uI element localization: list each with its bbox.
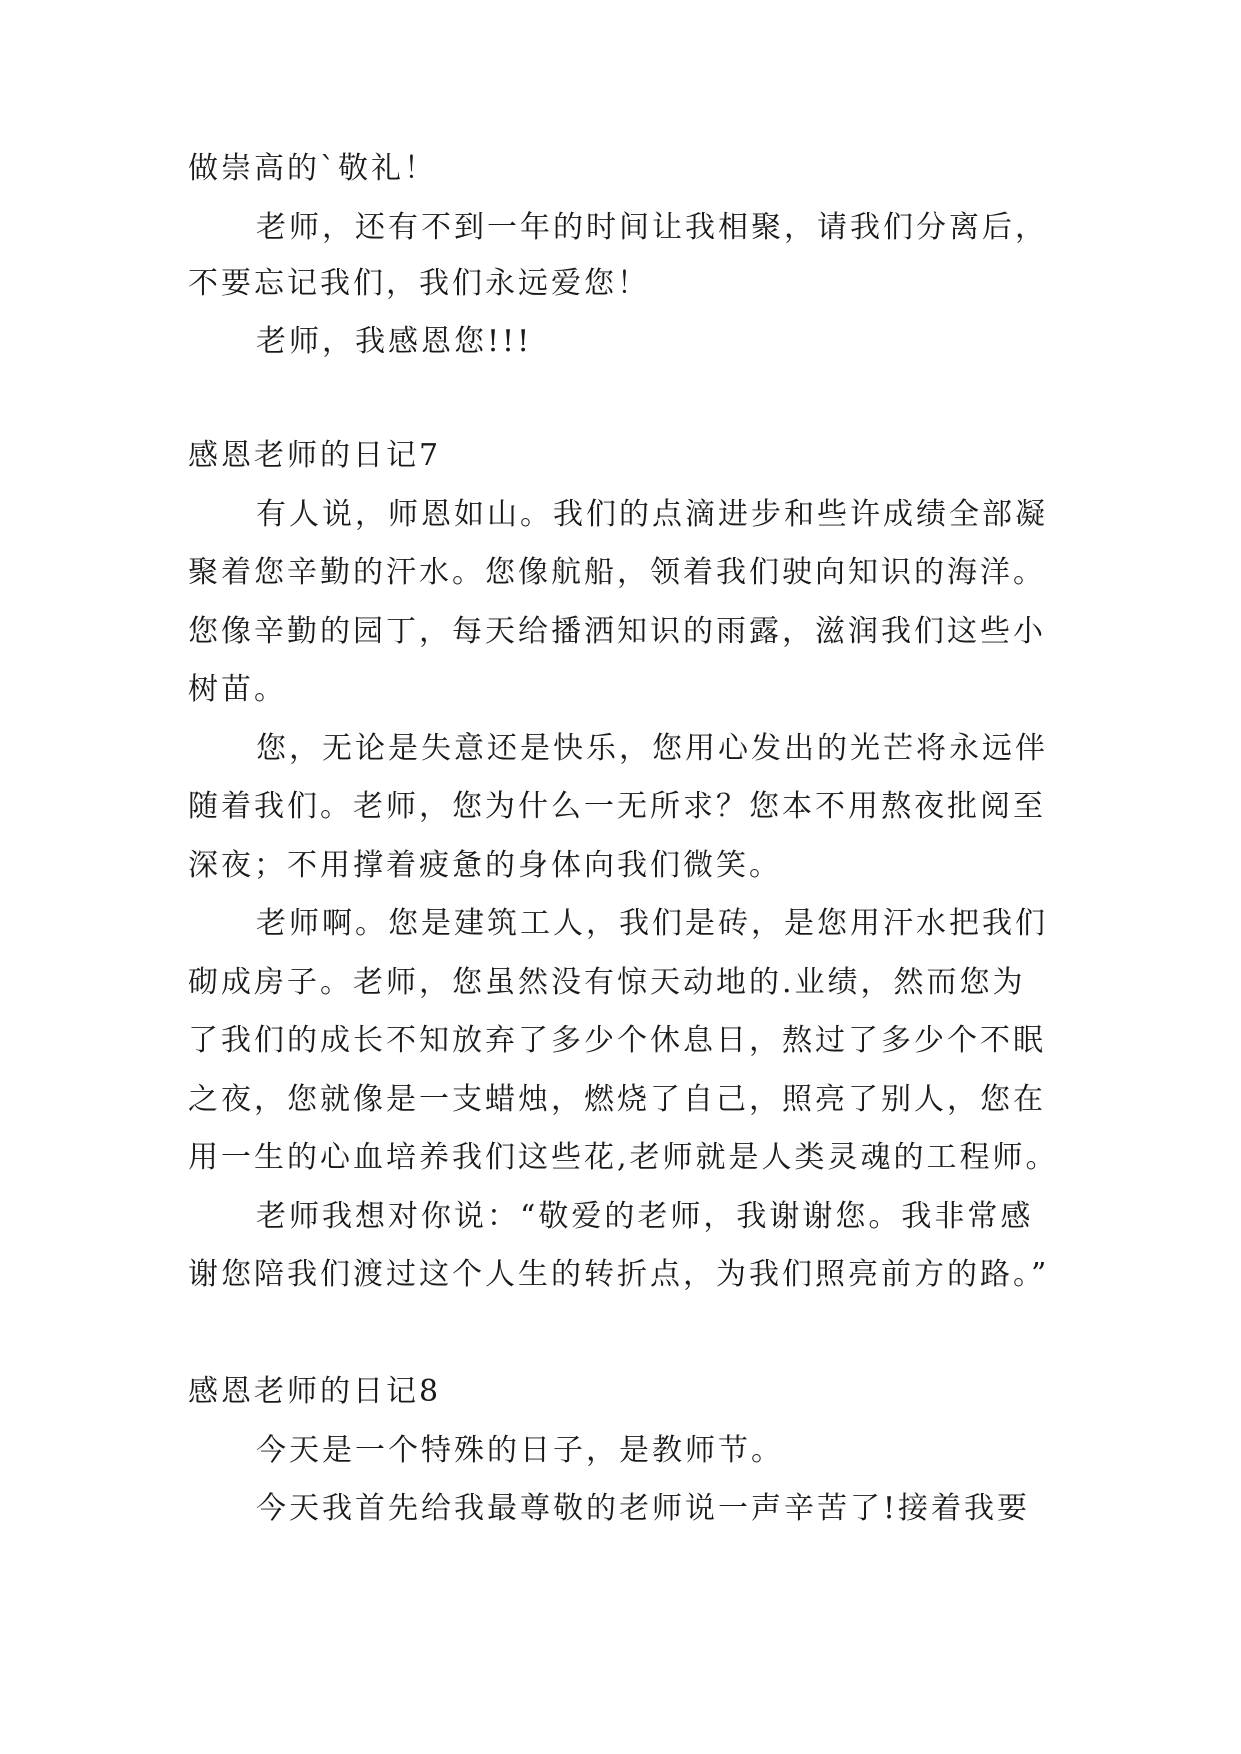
paragraph-line: 今天我首先给我最尊敬的老师说一声辛苦了!接着我要 xyxy=(256,1491,1031,1526)
paragraph-line: 随着我们。老师，您为什么一无所求？您本不用熬夜批阅至 xyxy=(188,789,1046,824)
paragraph-line: 今天是一个特殊的日子，是教师节。 xyxy=(256,1433,784,1468)
paragraph-line: 用一生的心血培养我们这些花,老师就是人类灵魂的工程师。 xyxy=(188,1140,1059,1175)
paragraph-line: 您，无论是失意还是快乐，您用心发出的光芒将永远伴 xyxy=(256,731,1048,766)
paragraph-line: 老师我想对你说：“敬爱的老师，我谢谢您。我非常感 xyxy=(256,1199,1034,1234)
paragraph-line: 了我们的成长不知放弃了多少个休息日，熬过了多少个不眠 xyxy=(188,1023,1046,1058)
paragraph-line: 做崇高的`敬礼！ xyxy=(188,151,437,186)
section-heading: 感恩老师的日记7 xyxy=(188,438,442,473)
section-heading: 感恩老师的日记8 xyxy=(188,1374,442,1409)
paragraph-line: 您像辛勤的园丁，每天给播洒知识的雨露，滋润我们这些小 xyxy=(188,614,1046,649)
paragraph-line: 砌成房子。老师，您虽然没有惊天动地的.业绩，然而您为 xyxy=(188,965,1026,1000)
paragraph-line: 老师，我感恩您!!! xyxy=(256,324,533,359)
paragraph-line: 老师啊。您是建筑工人，我们是砖，是您用汗水把我们 xyxy=(256,906,1048,941)
paragraph-line: 之夜，您就像是一支蜡烛，燃烧了自己，照亮了别人，您在 xyxy=(188,1082,1046,1117)
paragraph-line: 树苗。 xyxy=(188,672,287,707)
paragraph-line: 聚着您辛勤的汗水。您像航船，领着我们驶向知识的海洋。 xyxy=(188,555,1046,590)
paragraph-line: 深夜；不用撑着疲惫的身体向我们微笑。 xyxy=(188,848,782,883)
paragraph-line: 不要忘记我们，我们永远爱您！ xyxy=(188,266,650,301)
paragraph-line: 老师，还有不到一年的时间让我相聚，请我们分离后， xyxy=(256,210,1048,245)
paragraph-line: 谢您陪我们渡过这个人生的转折点，为我们照亮前方的路。” xyxy=(188,1257,1050,1292)
paragraph-line: 有人说，师恩如山。我们的点滴进步和些许成绩全部凝 xyxy=(256,497,1048,532)
